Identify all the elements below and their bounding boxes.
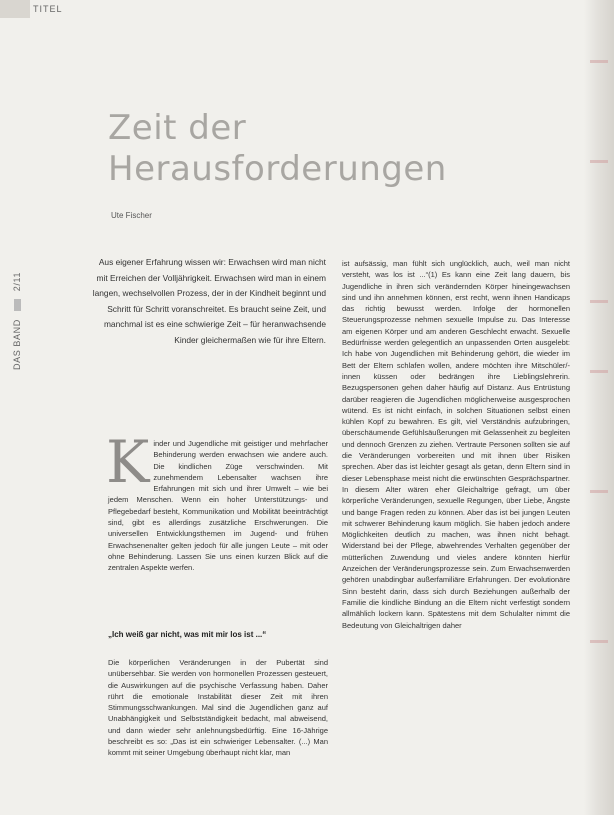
article-title <box>108 108 447 190</box>
side-label <box>12 272 22 370</box>
body-paragraph-right: ist aufsässig, man fühlt sich unglücklich, auch, weil man nicht versteht, was los ist ...“(1) Es kann eine Zeit lang dauern, bis Jugendliche in ihren sich verändernden Körper hineingewachsen sind und ihn annehmen können, erst recht, wenn ihnen Handicaps das richtig bewusst werden. Infolge der hormonellen Steuerungsprozesse nehmen sexuelle Impulse zu. Das Interesse am eigenen Körper und am anderen Geschlecht erwacht. Sexuelle Bedürfnisse werden gelegentlich an unpassenden Orten ausgelebt: Ich habe von Jugendlichen mit Behinderung gehört, die wieder im Bett der Eltern schlafen wollen, andere möchten ihre Mitschüler/-innen küssen oder bedrängen ihre Lieblingslehrerin. Bezugspersonen gehen daher häufig auf Distanz. Aus Entrüstung darüber reagieren die Jugendlichen möglicherweise ausgesprochen wütend. Es ist nicht einfach, in solchen Situationen selbst einen kühlen Kopf zu bewahren. Es gilt, viel Verständnis aufzubringen, überschäumende Gefühlsäußerungen mit Gelassenheit zu begleiten und dennoch Grenzen zu ziehen. Vertraute Personen sollten sie auf die Veränderungen vorbereiten und mit ihnen über Risiken sprechen. Aber das ist leichter gesagt als getan, denn Eltern sind in dieser Lebensphase meist nicht die erwünschten Gesprächspartner. In diesem Alter wären eher Gleichaltrige gefragt, um über körperliche Veränderungen, sexuelle Regungen, über Liebe, Ängste und bange Fragen reden zu können. Aber das ist bei jungen Leuten mit schwerer Behinderung kaum möglich. Sie haben jedoch andere Möglichkeiten deutlich zu machen, was ihnen nicht behagt. Widerstand bei der Pflege, abwehrendes Verhalten gegenüber der mütterlichen Zuwendung und vieles andere könnten hierfür Anzeichen der Veränderungsprozesse sein. Zum Erwachsenwerden gehören unabdingbar außerfamiliäre Erfahrungen. Der evolutionäre Sinn besteht darin, dass sich durch Beziehungen außerhalb der Familie die kindliche Bindung an die Eltern nicht verfestigt sondern allmählich lockern kann. Spätestens mit dem Schulalter nimmt die Bedeutung von Gleichaltrigen daher <box>342 259 570 630</box>
side-label-magazine: DAS BAND <box>12 319 22 370</box>
title-line-1: Zeit der <box>108 108 247 148</box>
adjacent-page-edge <box>590 40 608 800</box>
body-paragraph-2: Die körperlichen Veränderungen in der Pubertät sind unübersehbar. Sie werden von hormonellen Prozessen gesteuert, die Auswirkungen auf die psychische Verfassung haben. Daher rührt die emotionale Instabilität dieser Zeit mit ihren Stimmungsschwankungen. Mal sind die Jugendlichen ganz auf Unabhängigkeit und Selbstständigkeit bedacht, mal abweisend, und dann wieder sehr anlehnungsbedürftig. Eine 16-Jährige beschreibt es so: „Das ist ein schwieriger Lebensalter. (...) Man kommt mit seiner Umgebung überhaupt nicht klar, man <box>108 658 328 758</box>
title-line-2: Herausforderungen <box>108 149 447 189</box>
subheading: „Ich weiß gar nicht, was mit mir los ist ...“ <box>108 630 267 639</box>
body-column-left-lower <box>108 657 328 759</box>
article-intro: Aus eigener Erfahrung wissen wir: Erwachsen wird man nicht mit Erreichen der Volljährigkeit. Erwachsen wird man in einem langen, wechselvollen Prozess, der in der Kindheit beginnt und Schritt für Schritt voranschreitet. Es braucht seine Zeit, und manchmal ist es eine schwierige Zeit – für heranwachsende Kinder gleichermaßen wie für ihre Eltern. <box>92 257 326 345</box>
section-label: TITEL <box>33 4 63 14</box>
body-paragraph-1: inder und Jugendliche mit geistiger und mehrfacher Behinderung werden erwachsen wie andere auch. Die kindlichen Züge verschwinden. Mit zunehmendem Lebensalter wachsen ihre Erfahrungen mit sich und ihrer Umwelt – wie bei jedem Menschen. Wenn ein hoher Unterstützungs- und Pflegebedarf besteht, Kommunikation und Mobilität beeinträchtigt sind, gibt es allerdings zusätzliche Erschwerungen. Die universellen Entwicklungsthemen im Jugend- und frühen Erwachsenenalter gelten jedoch für alle jungen Leute – mit oder ohne Behinderung. Lassen Sie uns einen kurzen Blick auf die zentralen Aspekte werfen. <box>108 439 328 573</box>
side-label-marker <box>14 299 21 311</box>
body-column-left <box>106 428 328 574</box>
article-author: Ute Fischer <box>111 211 152 220</box>
page-fold-shadow <box>584 0 614 815</box>
header-bar <box>0 0 30 18</box>
drop-cap: K <box>106 428 150 496</box>
body-column-right <box>342 258 570 631</box>
side-label-issue: 2/11 <box>12 271 22 292</box>
